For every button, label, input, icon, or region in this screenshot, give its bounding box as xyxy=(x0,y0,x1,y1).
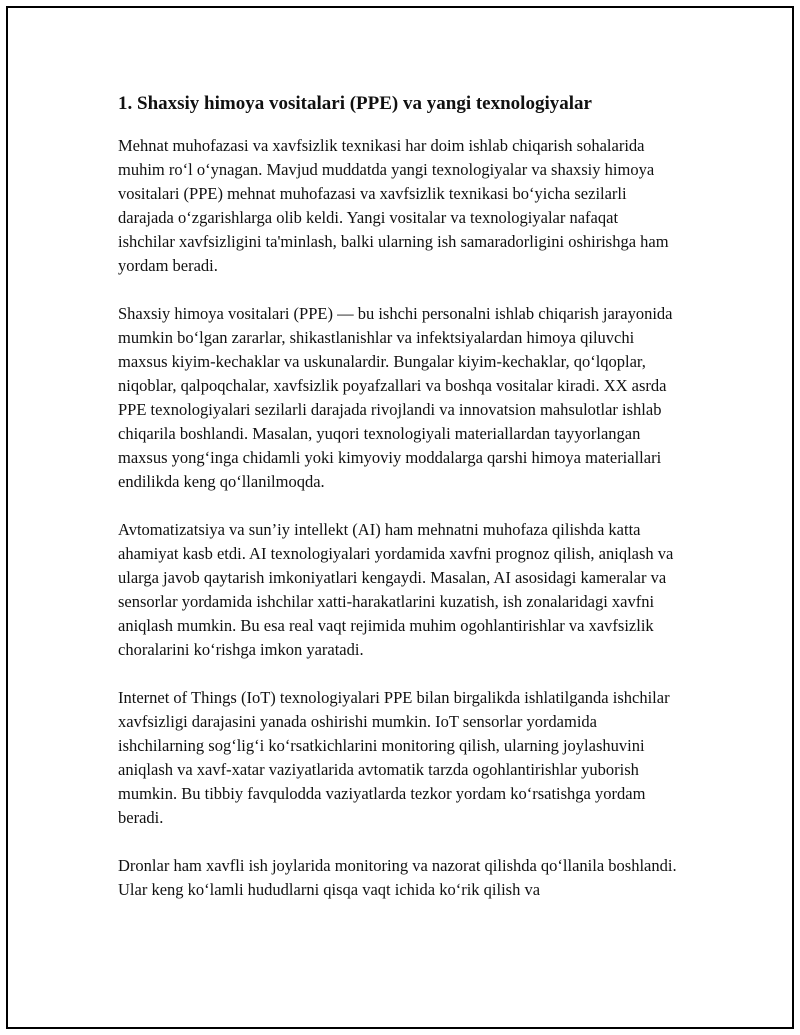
paragraph-drones: Dronlar ham xavfli ish joylarida monitoring va nazorat qilishda qo‘llanila boshlandi. Ular keng ko‘lamli hududlarni qisqa vaqt ichida ko‘rik qilish va xyxy=(118,856,677,899)
section-heading: 1. Shaxsiy himoya vositalari (PPE) va yangi texnologiyalar xyxy=(118,93,592,114)
document-body xyxy=(118,90,678,926)
paragraph-intro: Mehnat muhofazasi va xavfsizlik texnikasi har doim ishlab chiqarish sohalarida muhim ro‘l o‘ynagan. Mavjud muddatda yangi texnologiyalar va shaxsiy himoya vositalari (PPE) mehnat muhofazasi va xavfsizlik texnikasi bo‘yicha sezilarli darajada o‘zgarishlarga olib keldi. Yangi vositalar va texnologiyalar nafaqat ishchilar xavfsizligini ta'minlash, balki ularning ish samaradorligini oshirishga ham yordam beradi. xyxy=(118,136,669,275)
paragraph-ai: Avtomatizatsiya va sun’iy intellekt (AI) ham mehnatni muhofaza qilishda katta ahamiyat kasb etdi. AI texnologiyalari yordamida xavfni prognoz qilish, aniqlash va ularga javob qaytarish imkoniyatlari kengaydi. Masalan, AI asosidagi kameralar va sensorlar yordamida ishchilar xatti-harakatlarini kuzatish, ish zonalaridagi xavfni aniqlash mumkin. Bu esa real vaqt rejimida muhim ogohlantirishlar va xavfsizlik choralarini ko‘rishga imkon yaratadi. xyxy=(118,520,674,659)
paragraph-iot: Internet of Things (IoT) texnologiyalari PPE bilan birgalikda ishlatilganda ishchilar xavfsizligi darajasini yanada oshirishi mumkin. IoT sensorlar yordamida ishchilarning sog‘lig‘i ko‘rsatkichlarini monitoring qilish, ularning joylashuvini aniqlash va xavf-xatar vaziyatlarida avtomatik tarzda ogohlantirishlar yuborish mumkin. Bu tibbiy favqulodda vaziyatlarda tezkor yordam ko‘rsatishga yordam beradi. xyxy=(118,688,670,827)
paragraph-ppe: Shaxsiy himoya vositalari (PPE) — bu ishchi personalni ishlab chiqarish jarayonida mumkin bo‘lgan zararlar, shikastlanishlar va infektsiyalardan himoya qiluvchi maxsus kiyim-kechaklar va uskunalardir. Bungalar kiyim-kechaklar, qo‘lqoplar, niqoblar, qalpoqchalar, xavfsizlik poyafzallari va boshqa vositalar kiradi. XX asrda PPE texnologiyalari sezilarli darajada rivojlandi va innovatsion mahsulotlar ishlab chiqarila boshlandi. Masalan, yuqori texnologiyali materiallardan tayyorlangan maxsus yong‘inga chidamli yoki kimyoviy moddalarga qarshi himoya materiallari endilikda keng qo‘llanilmoqda. xyxy=(118,304,673,491)
